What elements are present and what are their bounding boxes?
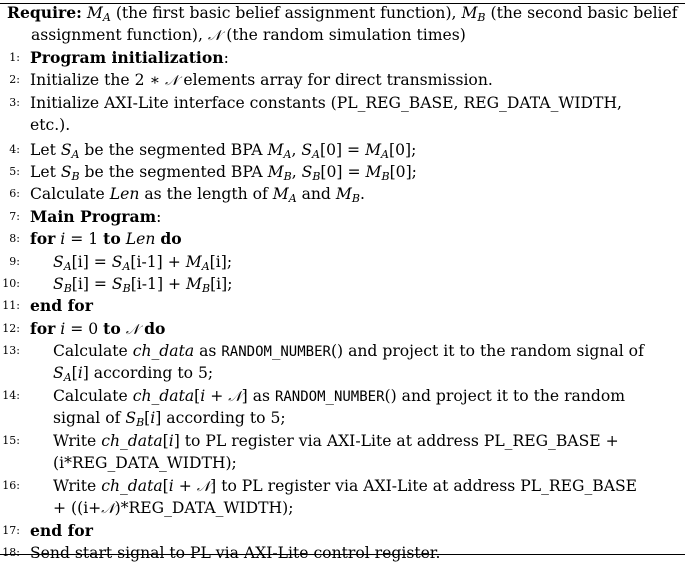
require-keyword: Require:	[7, 3, 82, 22]
bottom-rule	[0, 554, 685, 555]
require-text-3: assignment function),	[31, 26, 203, 44]
require-text-4: (the random simulation times)	[226, 26, 466, 44]
require-text-2: (the second basic belief	[490, 4, 678, 22]
require-text-1: (the first basic belief assignment function),	[115, 4, 457, 22]
